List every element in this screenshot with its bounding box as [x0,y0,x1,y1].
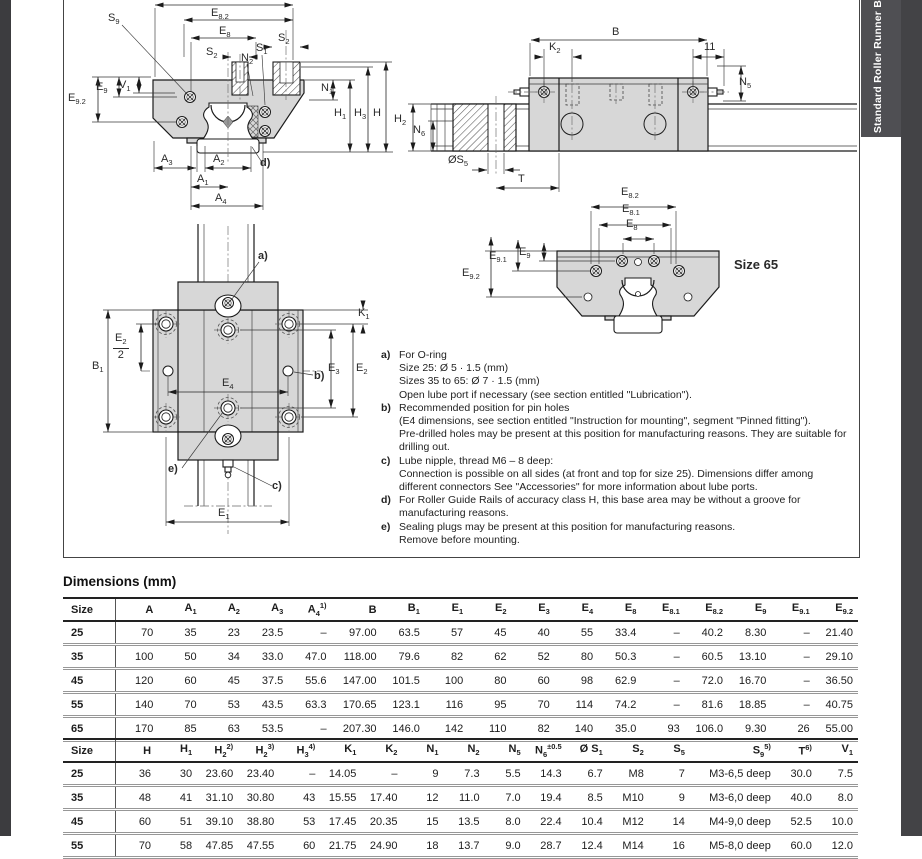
column-header: $H_3^{4)}$ [279,739,320,762]
value-cell: 8.5 [567,786,608,810]
value-cell: 23 [202,621,245,645]
size-cell: 55 [63,693,115,717]
dim-label-e92-s65: $E_{9.2}$ [462,267,480,282]
value-cell: 16.70 [728,669,771,693]
left-dark-strip [0,0,11,836]
value-cell: 80 [468,669,511,693]
note-ref-e: e) [168,463,178,475]
dim-label-h3: $H_3$ [354,107,367,122]
size-cell: 55 [63,834,115,858]
value-cell: 142 [425,717,468,741]
value-cell: M5-8,0 deep [690,834,776,858]
value-cell: 85 [158,717,201,741]
value-cell: 12.0 [817,834,858,858]
footnotes [381,349,911,547]
table-row [63,645,858,669]
size-cell: 45 [63,810,115,834]
value-cell: 9 [649,786,690,810]
column-header: Ø $S_1$ [567,739,608,762]
value-cell: 55.00 [815,717,858,741]
value-cell: 70 [115,621,158,645]
value-cell: 81.6 [685,693,728,717]
value-cell: 38.80 [238,810,279,834]
value-cell: 170 [115,717,158,741]
value-cell: 13.7 [444,834,485,858]
value-cell: 45 [468,621,511,645]
table-row [63,669,858,693]
value-cell: 17.45 [320,810,361,834]
dim-label-e82: $E_{8.2}$ [211,7,229,22]
size-cell: 25 [63,762,115,786]
value-cell: 36.50 [815,669,858,693]
value-cell: 72.0 [685,669,728,693]
value-cell: 30.80 [238,786,279,810]
value-cell: 12 [402,786,443,810]
dim-label-t: T [518,173,525,185]
value-cell: 170.65 [332,693,382,717]
value-cell: 9.30 [728,717,771,741]
column-header: $E_3$ [512,598,555,621]
column-header: $K_2$ [361,739,402,762]
value-cell: – [771,669,814,693]
value-cell: 40 [512,621,555,645]
value-cell: 62 [468,645,511,669]
column-header: Size [63,739,115,762]
value-cell: 33.0 [245,645,288,669]
value-cell: 100 [115,645,158,669]
value-cell: 70 [158,693,201,717]
dim-label-a1: $A_1$ [197,173,209,188]
value-cell: 24.90 [361,834,402,858]
column-header: $S_2$ [608,739,649,762]
value-cell: 12.4 [567,834,608,858]
value-cell: 40.0 [776,786,817,810]
value-cell: M10 [608,786,649,810]
value-cell: 60.5 [685,645,728,669]
column-header: A [115,598,158,621]
size-cell: 65 [63,717,115,741]
value-cell: 18.85 [728,693,771,717]
value-cell: 55.6 [288,669,331,693]
top-view-drawing [91,222,396,540]
value-cell: 15.55 [320,786,361,810]
dim-label-h1: $H_1$ [334,107,347,122]
value-cell: 53.5 [245,717,288,741]
dim-label-e4: $E_4$ [222,377,234,392]
value-cell: 74.2 [598,693,641,717]
table-row [63,810,858,834]
value-cell: 114 [555,693,598,717]
runner-block-side [508,78,729,151]
value-cell: 26 [771,717,814,741]
dim-label-e9: $E_9$ [96,81,108,96]
column-header: $E_{8.1}$ [641,598,684,621]
value-cell: 106.0 [685,717,728,741]
dim-label-e81-s65: $E_{8.1}$ [622,203,640,218]
dim-label-b1: $B_1$ [92,360,104,375]
column-header: $A_1$ [158,598,201,621]
value-cell: 22.4 [526,810,567,834]
value-cell: 28.7 [526,834,567,858]
value-cell: 80 [555,645,598,669]
value-cell: – [641,645,684,669]
dim-label-h: H [373,107,381,119]
value-cell: 47.85 [197,834,238,858]
value-cell: – [771,621,814,645]
column-header: $A_3$ [245,598,288,621]
dim-label-b: B [612,26,620,38]
value-cell: 9 [402,762,443,786]
size-cell: 45 [63,669,115,693]
value-cell: 110 [468,717,511,741]
value-cell: 43 [279,786,320,810]
value-cell: M12 [608,810,649,834]
column-header: $A_4^{1)}$ [288,598,331,621]
dim-label-k1: $K_1$ [358,307,370,322]
value-cell: 13.10 [728,645,771,669]
value-cell: 82 [425,645,468,669]
value-cell: 10.4 [567,810,608,834]
value-cell: 95 [468,693,511,717]
column-header: $E_9$ [728,598,771,621]
value-cell: 8.0 [817,786,858,810]
dim-label-e2-half: $\frac{E_2}{2}$ [115,332,127,362]
value-cell: 60 [512,669,555,693]
dim-label-e9-s65: $E_9$ [519,246,531,261]
value-cell: 36 [115,762,156,786]
note-ref-d: d) [260,157,271,169]
value-cell: 7.5 [817,762,858,786]
dim-label-a2: $A_2$ [213,153,225,168]
column-header: $E_{9.1}$ [771,598,814,621]
value-cell: 48 [115,786,156,810]
column-header: $E_{8.2}$ [685,598,728,621]
dim-label-e1: $E_1$ [218,507,230,522]
value-cell: 98 [555,669,598,693]
footnote: b) Recommended position for pin holes (E4 dimensions, see section entitled "Instruction for mounting", segment "Pinned fitting"). Pre-drilled holes may be present at this position for manufacturing reasons. They are suitable for drilling out. [381,401,847,454]
value-cell: 100 [425,669,468,693]
value-cell: 57 [425,621,468,645]
value-cell: 51 [156,810,197,834]
value-cell: 116 [425,693,468,717]
value-cell: – [641,669,684,693]
value-cell: 140 [555,717,598,741]
table-row [63,717,858,741]
value-cell: 123.1 [382,693,425,717]
value-cell: 47.0 [288,645,331,669]
dim-label-h2: $H_2$ [394,113,407,128]
column-header: $S_5$ [649,739,690,762]
column-header: $A_2$ [202,598,245,621]
value-cell: 8.0 [485,810,526,834]
table-row [63,834,858,858]
dim-label-n1: $N_1$ [321,82,334,97]
value-cell: 35 [158,621,201,645]
column-header: $N_5$ [485,739,526,762]
value-cell: 146.0 [382,717,425,741]
dim-label-s2-left: $S_2$ [206,46,218,61]
value-cell: 63.3 [288,693,331,717]
value-cell: 43.5 [245,693,288,717]
value-cell: 52.5 [776,810,817,834]
value-cell: 20.35 [361,810,402,834]
value-cell: 9.0 [485,834,526,858]
column-header: H [115,739,156,762]
value-cell: 40.75 [815,693,858,717]
value-cell: 33.4 [598,621,641,645]
value-cell: 10.0 [817,810,858,834]
value-cell: 63.5 [382,621,425,645]
header-row [63,598,858,621]
dim-label-a4: $A_4$ [215,192,227,207]
note-ref-b: b) [314,370,325,382]
value-cell: 47.55 [238,834,279,858]
value-cell: 58 [156,834,197,858]
side-view-drawing [396,20,858,200]
value-cell: 14.3 [526,762,567,786]
dimensions-heading: Dimensions (mm) [63,574,177,589]
value-cell: 17.40 [361,786,402,810]
table-row [63,693,858,717]
table-row [63,762,858,786]
section-side-tab [861,0,901,137]
dim-label-os5: $ØS_5$ [448,154,469,169]
value-cell: 147.00 [332,669,382,693]
value-cell: 101.5 [382,669,425,693]
value-cell: 15 [402,810,443,834]
value-cell: – [771,645,814,669]
value-cell: 41 [156,786,197,810]
value-cell: 37.5 [245,669,288,693]
dim-label-11: 11 [704,41,716,53]
size-cell: 35 [63,645,115,669]
value-cell: 62.9 [598,669,641,693]
column-header: $B_1$ [382,598,425,621]
column-header: $H_2^{3)}$ [238,739,279,762]
value-cell: 8.30 [728,621,771,645]
value-cell: 7.0 [485,786,526,810]
value-cell: 39.10 [197,810,238,834]
value-cell: 50.3 [598,645,641,669]
dim-label-e92: $E_{9.2}$ [68,92,86,107]
value-cell: M3-6,0 deep [690,786,776,810]
dim-label-v1: $V_1$ [119,79,131,94]
value-cell: 82 [512,717,555,741]
dim-label-n5: $N_5$ [739,76,752,91]
value-cell: 70 [512,693,555,717]
value-cell: 18 [402,834,443,858]
dim-label-e8: $E_8$ [219,25,231,40]
dimensions-table-2 [63,738,858,859]
column-header: $T^{6)}$ [776,739,817,762]
value-cell: – [361,762,402,786]
column-header: $E_2$ [468,598,511,621]
table-row [63,786,858,810]
value-cell: M14 [608,834,649,858]
footnote: c) Lube nipple, thread M6 – 8 deep: Connection is possible on all sides (at front and top for size 25). Dimensions differ among different connectors See "Accessories" for more information about lube ports. [381,454,814,494]
column-header: $N_6^{\pm 0.5}$ [526,739,567,762]
column-header: $E_1$ [425,598,468,621]
dim-label-n6: $N_6$ [413,124,426,139]
dim-label-a3: $A_3$ [161,153,173,168]
value-cell: 7 [649,762,690,786]
dim-label-s9: $S_9$ [108,12,120,27]
dim-label-n2: $N_2$ [241,52,254,67]
dim-label-k2: $K_2$ [549,41,561,56]
footnote: d) For Roller Guide Rails of accuracy class H, this base area may be without a groove for manufacturing reasons. [381,494,801,520]
value-cell: 53 [202,693,245,717]
value-cell: 40.2 [685,621,728,645]
value-cell: 140 [115,693,158,717]
value-cell: – [641,693,684,717]
value-cell: – [288,717,331,741]
value-cell: 23.40 [238,762,279,786]
dimensions-table-1 [63,597,858,742]
size65-caption: Size 65 [734,257,779,272]
front-section-drawing [64,0,407,215]
dim-label-e82-s65: $E_{8.2}$ [621,186,639,201]
value-cell: 63 [202,717,245,741]
value-cell: 14 [649,810,690,834]
value-cell: 97.00 [332,621,382,645]
value-cell: 60 [279,834,320,858]
value-cell: 31.10 [197,786,238,810]
value-cell: 52 [512,645,555,669]
value-cell: 11.0 [444,786,485,810]
value-cell: 14.05 [320,762,361,786]
value-cell: 50 [158,645,201,669]
column-header: $H_2^{2)}$ [197,739,238,762]
value-cell: 5.5 [485,762,526,786]
column-header: $N_2$ [444,739,485,762]
value-cell: 60.0 [776,834,817,858]
value-cell: 53 [279,810,320,834]
dim-label-e91-s65: $E_{9.1}$ [489,250,507,265]
value-cell: – [279,762,320,786]
value-cell: 29.10 [815,645,858,669]
value-cell: 7.3 [444,762,485,786]
value-cell: 35.0 [598,717,641,741]
value-cell: M8 [608,762,649,786]
size65-block [557,251,719,333]
column-header: $E_8$ [598,598,641,621]
value-cell: M3-6,5 deep [690,762,776,786]
column-header: $N_1$ [402,739,443,762]
size-cell: 35 [63,786,115,810]
table-row [63,621,858,645]
value-cell: 70 [115,834,156,858]
footnote: a) For O-ring Size 25: Ø 5 · 1.5 (mm) Sizes 35 to 65: Ø 7 · 1.5 (mm) Open lube port if necessary (see section entitled "Lubrication"). [381,349,692,401]
value-cell: 93 [641,717,684,741]
note-ref-a: a) [258,250,268,262]
value-cell: 6.7 [567,762,608,786]
column-header: $V_1$ [817,739,858,762]
dim-label-e3: $E_3$ [328,362,340,377]
value-cell: 30 [156,762,197,786]
column-header: $H_1$ [156,739,197,762]
value-cell: 118.00 [332,645,382,669]
header-row [63,739,858,762]
value-cell: 13.5 [444,810,485,834]
dim-label-e2: $E_2$ [356,362,368,377]
column-header: $E_{9.2}$ [815,598,858,621]
drawings-panel [63,0,860,558]
value-cell: – [288,621,331,645]
column-header: $K_1$ [320,739,361,762]
value-cell: 120 [115,669,158,693]
value-cell: M4-9,0 deep [690,810,776,834]
value-cell: 21.75 [320,834,361,858]
value-cell: 55 [555,621,598,645]
value-cell: 21.40 [815,621,858,645]
side-tab-label: Standard Roller Runner B [872,0,884,133]
size-cell: 25 [63,621,115,645]
value-cell: 207.30 [332,717,382,741]
dim-label-s2-right: $S_2$ [278,32,290,47]
value-cell: 30.0 [776,762,817,786]
value-cell: 23.5 [245,621,288,645]
dim-label-s1: $S_1$ [256,42,268,57]
note-ref-c: c) [272,480,282,492]
value-cell: 16 [649,834,690,858]
value-cell: 23.60 [197,762,238,786]
column-header: $S_9^{5)}$ [690,739,776,762]
value-cell: 45 [202,669,245,693]
value-cell: 19.4 [526,786,567,810]
value-cell: 79.6 [382,645,425,669]
value-cell: 60 [158,669,201,693]
dim-label-e8-s65: $E_8$ [626,218,638,233]
value-cell: 34 [202,645,245,669]
column-header: Size [63,598,115,621]
column-header: B [332,598,382,621]
footnote: e) Sealing plugs may be present at this position for manufacturing reasons. Remove before mounting. [381,520,736,546]
column-header: $E_4$ [555,598,598,621]
value-cell: – [641,621,684,645]
value-cell: 60 [115,810,156,834]
value-cell: – [771,693,814,717]
